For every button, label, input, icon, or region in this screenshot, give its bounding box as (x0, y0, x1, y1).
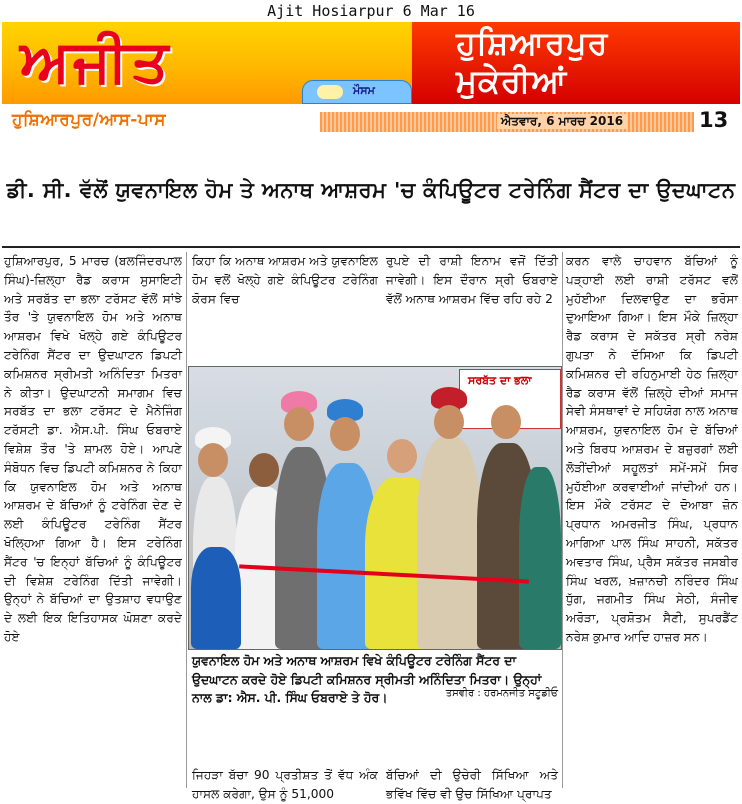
edition-city-2: ਮੁਕੇਰੀਆਂ (456, 62, 568, 100)
photo-person (417, 437, 481, 649)
article-headline: ਡੀ. ਸੀ. ਵੱਲੋਂ ਯੁਵਨਾਇਲ ਹੋਮ ਤੇ ਅਨਾਥ ਆਸ਼ਰਮ 'ਚ ਕੰਪਿਊਟਰ ਟਰੇਨਿੰਗ ਸੈਂਟਰ ਦਾ ਉਦਘਾਟਨ (6, 178, 736, 202)
weather-icon (317, 85, 343, 99)
column-divider (562, 252, 563, 788)
article-column-3-bottom (386, 766, 558, 801)
weather-badge (302, 80, 412, 104)
column-4-text: ਕਰਨ ਵਾਲੇ ਚਾਹਵਾਨ ਬੱਚਿਆਂ ਨੂੰ ਪੜ੍ਹਾਈ ਲਈ ਰਾਸ਼ੀ ਟਰੱਸਟ ਵਲੋਂ ਮੁਹੱਈਆ ਦਿਲਵਾਉਣ ਦਾ ਭਰੋਸਾ ਦੁਆਇਆ ਗਿਆ। ਇਸ ਮੌਕੇ ਜ਼ਿਲ੍ਹਾ ਰੈਡ ਕਰਾਸ ਦੇ ਸਕੱਤਰ ਸ੍ਰੀ ਨਰੇਸ਼ ਗੁਪਤਾ ਨੇ ਦੱਸਿਆ ਕਿ ਡਿਪਟੀ ਕਮਿਸ਼ਨਰ ਦੀ ਰਹਿਨੁਮਾਈ ਹੇਠ ਜ਼ਿਲ੍ਹਾ ਰੈਡ ਕਰਾਸ ਵੱਲੋਂ ਜ਼ਿਲ੍ਹੇ ਦੀਆਂ ਸਮਾਜ ਸੇਵੀ ਸੰਸਥਾਵਾਂ ਦੇ ਸਹਿਯੋਗ ਨਾਲ ਅਨਾਥ ਆਸ਼ਰਮ, ਯੁਵਨਾਇਲ ਹੋਮ ਦੇ ਬੱਚਿਆਂ ਅਤੇ ਬਿਰਧ ਆਸ਼ਰਮ ਦੇ ਬਜ਼ੁਰਗਾਂ ਲਈ ਲੋੜੀਂਦੀਆਂ ਸਹੂਲਤਾਂ ਸਮੇਂ-ਸਮੇਂ ਸਿਰ ਮੁਹੱਈਆ ਕਰਵਾਈਆਂ ਜਾਂਦੀਆਂ ਹਨ। ਇਸ ਮੌਕੇ ਟਰੱਸਟ ਦੇ ਦੋਆਬਾ ਜ਼ੋਨ ਪ੍ਰਧਾਨ ਅਮਰਜੀਤ ਸਿੰਘ, ਪ੍ਰਧਾਨ ਆਗਿਆ ਪਾਲ ਸਿੰਘ ਸਾਹਨੀ, ਸਕੱਤਰ ਅਵਤਾਰ ਸਿੰਘ, ਪ੍ਰੈਸ ਸਕੱਤਰ ਜਸਬੀਰ ਸਿੰਘ ਖਰਲ, ਖ਼ਜ਼ਾਨਚੀ ਨਰਿੰਦਰ ਸਿੰਘ ਧੁੱਗ, ਜਗਮੀਤ ਸਿੰਘ ਸੇਠੀ, ਸੰਜੀਵ ਅਰੋੜਾ, ਪ੍ਰਸ਼ੋਤਮ ਸੈਣੀ, ਸੁਪਰਡੈਂਟ ਨਰੇਸ਼ ਕੁਮਾਰ ਆਦਿ ਹਾਜ਼ਰ ਸਨ। (566, 254, 738, 644)
photo-credit: ਤਸਵੀਰ : ਹਰਮਨਜੀਤ ਸਟੂਡੀਓ (445, 688, 558, 699)
photo-person (330, 417, 360, 451)
newspaper-brand: ਅਜੀਤ (20, 27, 172, 95)
edition-box (412, 22, 740, 104)
page-number: 13 (699, 108, 729, 132)
headline-rule (2, 246, 740, 248)
column-2-top-text: ਕਿਹਾ ਕਿ ਅਨਾਥ ਆਸ਼ਰਮ ਅਤੇ ਯੁਵਨਾਇਲ ਹੋਮ ਵਲੋਂ ਖੋਲ੍ਹੇ ਗਏ ਕੰਪਿਊਟਰ ਟਰੇਨਿੰਗ ਕੋਰਸ ਵਿਚ (192, 254, 378, 306)
article-column-4 (566, 252, 738, 788)
photo-caption: ਯੁਵਨਾਇਲ ਹੋਮ ਅਤੇ ਅਨਾਥ ਆਸ਼ਰਮ ਵਿਖੇ ਕੰਪਿਊਟਰ ਟਰੇਨਿੰਗ ਸੈਂਟਰ ਦਾ ਉਦਘਾਟਨ ਕਰਦੇ ਹੋਏ ਡਿਪਟੀ ਕਮਿਸ਼ਨਰ ਸ੍ਰੀਮਤੀ ਅਨਿੰਦਿਤਾ ਮਿਤਰਾ। ਉਨ੍ਹਾਂ ਨਾਲ ਡਾ: ਐਸ. ਪੀ. ਸਿੰਘ ਓਬਰਾਏ ਤੇ ਹੋਰ। (192, 653, 542, 705)
article-photo (188, 366, 562, 650)
column-2-bottom-text: ਜਿਹੜਾ ਬੱਚਾ 90 ਪ੍ਰਤੀਸ਼ਤ ਤੋਂ ਵੱਧ ਅੰਕ ਹਾਸਲ ਕਰੇਗਾ, ਉਸ ਨੂੰ 51,000 (192, 768, 378, 801)
edition-city-1: ਹੁਸ਼ਿਆਰਪੁਰ (456, 24, 609, 62)
photo-person (519, 467, 561, 649)
photo-person (434, 405, 464, 439)
column-1-text: ਹੁਸ਼ਿਆਰਪੁਰ, 5 ਮਾਰਚ (ਬਲਜਿੰਦਰਪਾਲ ਸਿੰਘ)-ਜ਼ਿਲ੍ਹਾ ਰੈਡ ਕਰਾਸ ਸੁਸਾਇਟੀ ਅਤੇ ਸਰਬੱਤ ਦਾ ਭਲਾ ਟਰੱਸਟ ਵੱਲੋਂ ਸਾਂਝੇ ਤੌਰ 'ਤੇ ਯੁਵਨਾਇਲ ਹੋਮ ਅਤੇ ਅਨਾਥ ਆਸ਼ਰਮ ਵਿਖੇ ਖੋਲ੍ਹੇ ਗਏ ਕੰਪਿਊਟਰ ਟਰੇਨਿੰਗ ਸੈਂਟਰ ਦਾ ਉਦਘਾਟਨ ਡਿਪਟੀ ਕਮਿਸ਼ਨਰ ਸ੍ਰੀਮਤੀ ਅਨਿੰਦਿਤਾ ਮਿਤਰਾ ਨੇ ਕੀਤਾ। ਉਦਘਾਟਨੀ ਸਮਾਗਮ ਵਿਚ ਸਰਬੱਤ ਦਾ ਭਲਾ ਟਰੱਸਟ ਦੇ ਮੈਨੇਜਿੰਗ ਟਰੱਸਟੀ ਡਾ. ਐਸ.ਪੀ. ਸਿੰਘ ਓਬਰਾਏ ਵਿਸ਼ੇਸ਼ ਤੌਰ 'ਤੇ ਸ਼ਾਮਲ ਹੋਏ। ਆਪਣੇ ਸੰਬੋਧਨ ਵਿਚ ਡਿਪਟੀ ਕਮਿਸ਼ਨਰ ਨੇ ਕਿਹਾ ਕਿ ਯੁਵਨਾਇਲ ਹੋਮ ਅਤੇ ਅਨਾਥ ਆਸ਼ਰਮ ਦੇ ਬੱਚਿਆਂ ਨੂੰ ਟਰੇਨਿੰਗ ਦੇਣ ਦੇ ਲਈ ਕੰਪਿਊਟਰ ਟਰੇਨਿੰਗ ਸੈਂਟਰ ਖੋਲ੍ਹਿਆ ਗਿਆ ਹੈ। ਇਸ ਟਰੇਨਿੰਗ ਸੈਂਟਰ 'ਚ ਇਨ੍ਹਾਂ ਬੱਚਿਆਂ ਨੂੰ ਕੰਪਿਊਟਰ ਦੀ ਵਿਸ਼ੇਸ਼ ਟਰੇਨਿੰਗ ਦਿੱਤੀ ਜਾਵੇਗੀ। ਉਨ੍ਹਾਂ ਨੇ ਬੱਚਿਆਂ ਦਾ ਉਤਸ਼ਾਹ ਵਧਾਉਣ ਦੇ ਲਈ ਇਕ ਇਤਿਹਾਸਕ ਘੋਸ਼ਣਾ ਕਰਦੇ ਹੋਏ (4, 254, 182, 644)
photo-person (198, 443, 228, 477)
photo-banner-text: ਸਰਬੱਤ ਦਾ ਭਲਾ (468, 374, 532, 387)
photo-person (491, 405, 521, 439)
issue-date: ਐਤਵਾਰ, 6 ਮਾਰਚ 2016 (497, 114, 627, 129)
clipping-caption: Ajit Hosiarpur 6 Mar 16 (267, 2, 475, 20)
photo-person (284, 407, 314, 441)
column-divider (186, 252, 187, 788)
column-3-bottom-text: ਬੱਚਿਆਂ ਦੀ ਉਚੇਰੀ ਸਿੱਖਿਆ ਅਤੇ ਭਵਿੱਖ ਵਿੱਚ ਵੀ ਉਚ ਸਿੱਖਿਆ ਪ੍ਰਾਪਤ (386, 768, 558, 801)
photo-person (249, 453, 279, 487)
photo-person (191, 547, 241, 649)
article-column-2-top (192, 252, 378, 362)
photo-person (387, 439, 417, 473)
article-column-1 (4, 252, 182, 788)
column-3-top-text: ਰੁਪਏ ਦੀ ਰਾਸ਼ੀ ਇਨਾਮ ਵਜੋਂ ਦਿੱਤੀ ਜਾਵੇਗੀ। ਇਸ ਦੌਰਾਨ ਸ੍ਰੀ ਓਬਰਾਏ ਵੱਲੋਂ ਅਨਾਥ ਆਸ਼ਰਮ ਵਿੱਚ ਰਹਿ ਰਹੇ 2 (386, 254, 558, 306)
section-label: ਹੁਸ਼ਿਆਰਪੁਰ/ਆਸ-ਪਾਸ (12, 110, 167, 130)
section-bar (2, 108, 740, 136)
weather-label: ਮੌਸਮ (353, 84, 375, 97)
article-column-2-bottom (192, 766, 378, 801)
article-column-3-top (386, 252, 558, 362)
masthead (2, 22, 740, 104)
